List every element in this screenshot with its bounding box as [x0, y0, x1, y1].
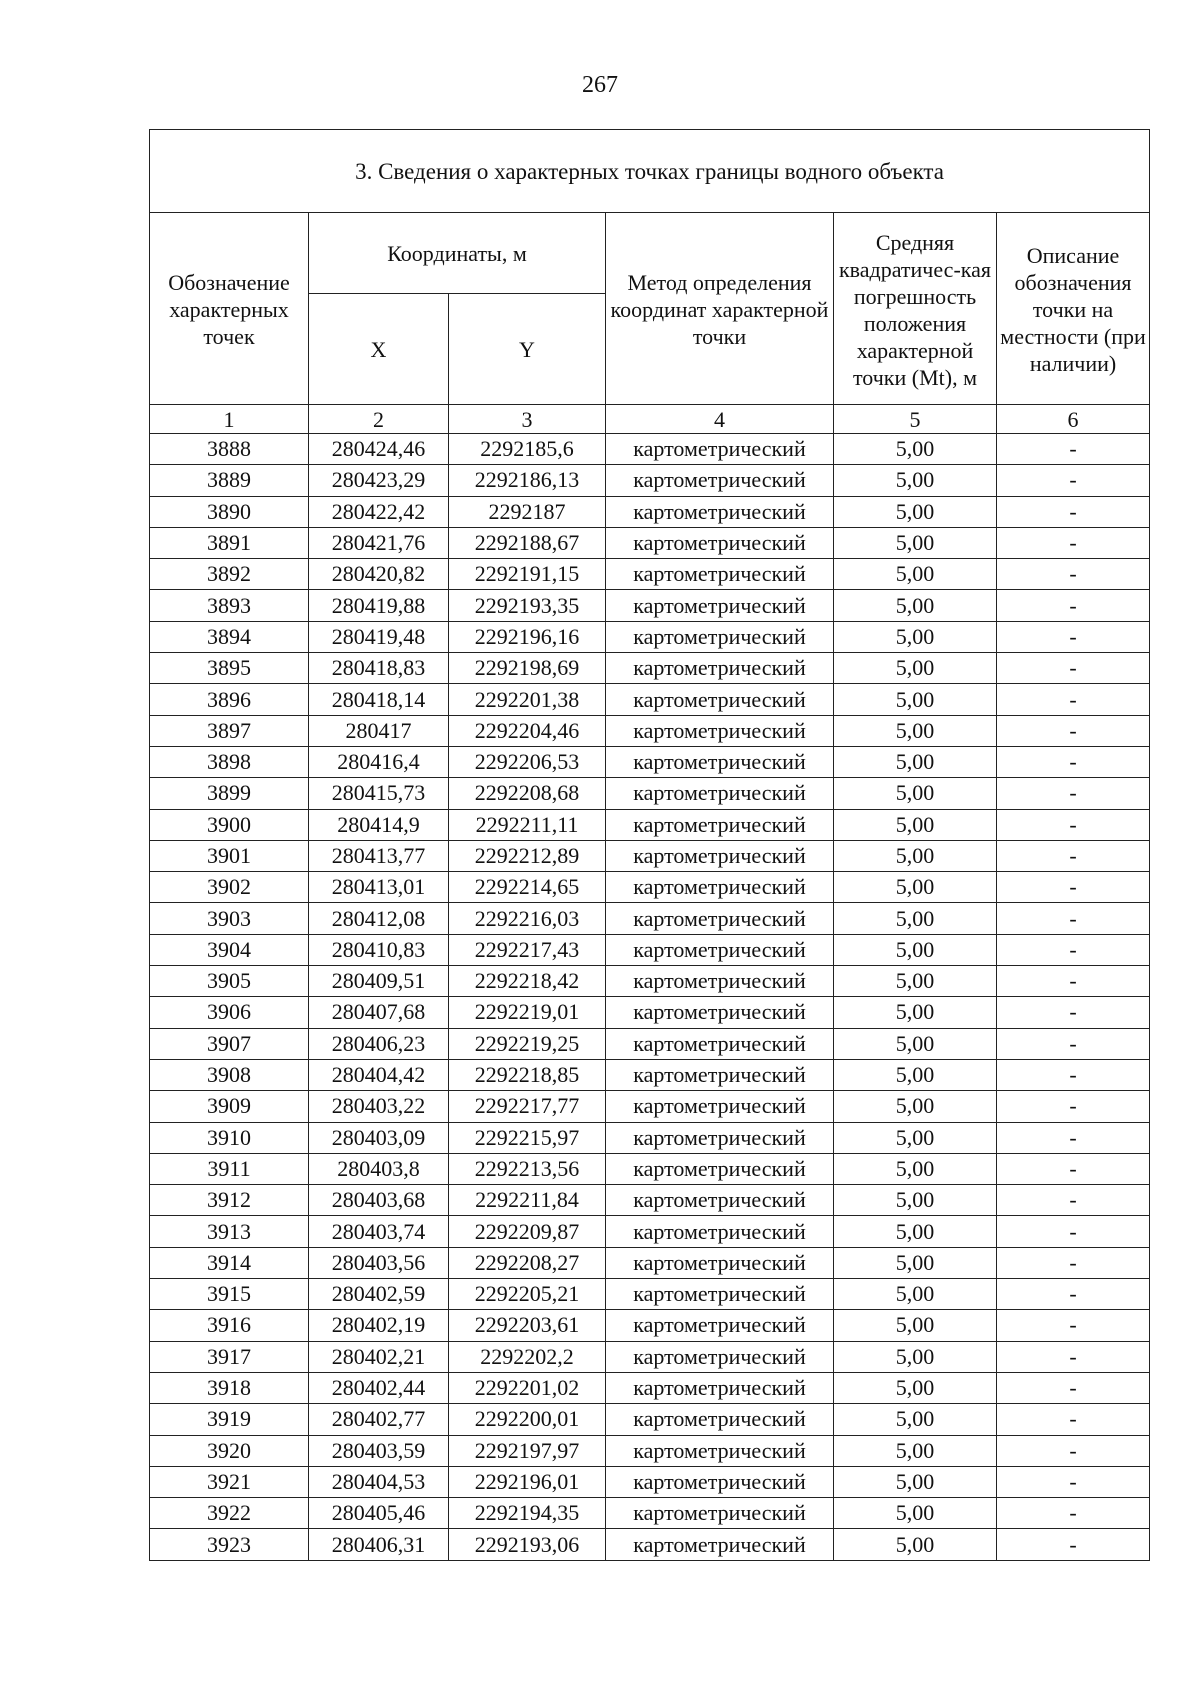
cell-method: картометрический: [606, 778, 834, 809]
cell-method: картометрический: [606, 1529, 834, 1560]
cell-method: картометрический: [606, 653, 834, 684]
cell-coord-y: 2292201,02: [449, 1372, 606, 1403]
cell-coord-y: 2292209,87: [449, 1216, 606, 1247]
cell-coord-y: 2292213,56: [449, 1153, 606, 1184]
cell-point-id: 3920: [150, 1435, 309, 1466]
cell-point-id: 3918: [150, 1372, 309, 1403]
column-number: 3: [449, 405, 606, 434]
table-row: [150, 1310, 1150, 1341]
cell-method: картометрический: [606, 621, 834, 652]
cell-description: -: [997, 840, 1150, 871]
cell-description: -: [997, 1466, 1150, 1497]
cell-coord-x: 280412,08: [309, 903, 449, 934]
table-row: [150, 778, 1150, 809]
table-row: [150, 684, 1150, 715]
cell-description: -: [997, 465, 1150, 496]
cell-point-id: 3902: [150, 872, 309, 903]
cell-description: -: [997, 778, 1150, 809]
cell-point-id: 3911: [150, 1153, 309, 1184]
cell-coord-x: 280413,01: [309, 872, 449, 903]
cell-accuracy: 5,00: [834, 809, 997, 840]
table-row: [150, 1059, 1150, 1090]
cell-description: -: [997, 966, 1150, 997]
table-row: [150, 1279, 1150, 1310]
cell-accuracy: 5,00: [834, 465, 997, 496]
cell-description: -: [997, 997, 1150, 1028]
cell-accuracy: 5,00: [834, 1310, 997, 1341]
cell-coord-x: 280418,83: [309, 653, 449, 684]
cell-coord-y: 2292211,84: [449, 1185, 606, 1216]
cell-description: -: [997, 1185, 1150, 1216]
cell-point-id: 3905: [150, 966, 309, 997]
cell-description: -: [997, 1310, 1150, 1341]
cell-description: -: [997, 1529, 1150, 1560]
cell-coord-y: 2292216,03: [449, 903, 606, 934]
cell-accuracy: 5,00: [834, 1341, 997, 1372]
cell-accuracy: 5,00: [834, 1279, 997, 1310]
cell-description: -: [997, 715, 1150, 746]
cell-accuracy: 5,00: [834, 715, 997, 746]
cell-point-id: 3922: [150, 1498, 309, 1529]
cell-description: -: [997, 809, 1150, 840]
cell-coord-y: 2292218,42: [449, 966, 606, 997]
cell-accuracy: 5,00: [834, 1247, 997, 1278]
cell-accuracy: 5,00: [834, 653, 997, 684]
cell-coord-x: 280406,23: [309, 1028, 449, 1059]
cell-accuracy: 5,00: [834, 840, 997, 871]
table-row: [150, 621, 1150, 652]
header-point-designation: Обозначение характерных точек: [150, 213, 309, 405]
cell-point-id: 3890: [150, 496, 309, 527]
cell-accuracy: 5,00: [834, 934, 997, 965]
cell-point-id: 3901: [150, 840, 309, 871]
cell-description: -: [997, 1279, 1150, 1310]
cell-accuracy: 5,00: [834, 1372, 997, 1403]
header-y: Y: [449, 294, 606, 405]
cell-method: картометрический: [606, 1279, 834, 1310]
cell-coord-y: 2292217,77: [449, 1091, 606, 1122]
header-x: X: [309, 294, 449, 405]
cell-accuracy: 5,00: [834, 997, 997, 1028]
cell-coord-x: 280403,74: [309, 1216, 449, 1247]
boundary-points-table: [149, 129, 1150, 1561]
table-row: [150, 559, 1150, 590]
cell-coord-y: 2292197,97: [449, 1435, 606, 1466]
header-coordinates: Координаты, м: [309, 213, 606, 294]
cell-method: картометрический: [606, 715, 834, 746]
cell-coord-x: 280403,68: [309, 1185, 449, 1216]
cell-coord-x: 280405,46: [309, 1498, 449, 1529]
cell-coord-y: 2292208,27: [449, 1247, 606, 1278]
cell-accuracy: 5,00: [834, 1216, 997, 1247]
table-row: [150, 496, 1150, 527]
cell-description: -: [997, 590, 1150, 621]
cell-accuracy: 5,00: [834, 496, 997, 527]
cell-coord-y: 2292204,46: [449, 715, 606, 746]
cell-accuracy: 5,00: [834, 1059, 997, 1090]
table-row: [150, 590, 1150, 621]
cell-description: -: [997, 1372, 1150, 1403]
table-row: [150, 1498, 1150, 1529]
cell-accuracy: 5,00: [834, 527, 997, 558]
table-row: [150, 653, 1150, 684]
cell-accuracy: 5,00: [834, 1498, 997, 1529]
cell-coord-x: 280403,09: [309, 1122, 449, 1153]
cell-description: -: [997, 1404, 1150, 1435]
cell-method: картометрический: [606, 465, 834, 496]
cell-coord-y: 2292186,13: [449, 465, 606, 496]
cell-method: картометрический: [606, 527, 834, 558]
cell-accuracy: 5,00: [834, 872, 997, 903]
cell-description: -: [997, 1028, 1150, 1059]
cell-accuracy: 5,00: [834, 746, 997, 777]
cell-point-id: 3895: [150, 653, 309, 684]
table-row: [150, 1153, 1150, 1184]
cell-coord-y: 2292193,06: [449, 1529, 606, 1560]
cell-method: картометрический: [606, 997, 834, 1028]
column-number: 2: [309, 405, 449, 434]
cell-coord-x: 280404,53: [309, 1466, 449, 1497]
table-row: [150, 997, 1150, 1028]
cell-coord-x: 280403,8: [309, 1153, 449, 1184]
cell-accuracy: 5,00: [834, 1529, 997, 1560]
cell-method: картометрический: [606, 872, 834, 903]
cell-accuracy: 5,00: [834, 621, 997, 652]
table-row: [150, 465, 1150, 496]
cell-point-id: 3921: [150, 1466, 309, 1497]
column-number: 5: [834, 405, 997, 434]
cell-coord-x: 280418,14: [309, 684, 449, 715]
table-row: [150, 903, 1150, 934]
table-row: [150, 966, 1150, 997]
cell-point-id: 3923: [150, 1529, 309, 1560]
cell-coord-x: 280403,56: [309, 1247, 449, 1278]
cell-method: картометрический: [606, 590, 834, 621]
cell-point-id: 3908: [150, 1059, 309, 1090]
page-number: 267: [582, 72, 618, 98]
cell-description: -: [997, 1122, 1150, 1153]
cell-accuracy: 5,00: [834, 559, 997, 590]
cell-point-id: 3897: [150, 715, 309, 746]
cell-coord-y: 2292212,89: [449, 840, 606, 871]
cell-method: картометрический: [606, 434, 834, 465]
cell-accuracy: 5,00: [834, 1185, 997, 1216]
cell-method: картометрический: [606, 684, 834, 715]
cell-method: картометрический: [606, 1247, 834, 1278]
table-row: [150, 1028, 1150, 1059]
header-description: Описание обозначения точки на местности (при наличии): [997, 213, 1150, 405]
cell-accuracy: 5,00: [834, 903, 997, 934]
table-row: [150, 1435, 1150, 1466]
cell-description: -: [997, 434, 1150, 465]
cell-accuracy: 5,00: [834, 1122, 997, 1153]
cell-method: картометрический: [606, 1122, 834, 1153]
cell-coord-x: 280421,76: [309, 527, 449, 558]
cell-accuracy: 5,00: [834, 1091, 997, 1122]
cell-point-id: 3903: [150, 903, 309, 934]
cell-point-id: 3919: [150, 1404, 309, 1435]
cell-method: картометрический: [606, 1059, 834, 1090]
table-row: [150, 934, 1150, 965]
cell-coord-x: 280410,83: [309, 934, 449, 965]
cell-point-id: 3899: [150, 778, 309, 809]
cell-description: -: [997, 496, 1150, 527]
cell-method: картометрический: [606, 1466, 834, 1497]
cell-coord-y: 2292185,6: [449, 434, 606, 465]
header-accuracy: Средняя квадратичес-кая погрешность положения характерной точки (Mt), м: [834, 213, 997, 405]
table-row: [150, 527, 1150, 558]
cell-coord-x: 280404,42: [309, 1059, 449, 1090]
cell-coord-y: 2292198,69: [449, 653, 606, 684]
cell-method: картометрический: [606, 966, 834, 997]
cell-coord-y: 2292205,21: [449, 1279, 606, 1310]
cell-coord-y: 2292211,11: [449, 809, 606, 840]
cell-method: картометрический: [606, 903, 834, 934]
cell-description: -: [997, 1341, 1150, 1372]
cell-description: -: [997, 903, 1150, 934]
cell-method: картометрический: [606, 1498, 834, 1529]
cell-point-id: 3891: [150, 527, 309, 558]
cell-coord-x: 280415,73: [309, 778, 449, 809]
cell-accuracy: 5,00: [834, 590, 997, 621]
header-method: Метод определения координат характерной точки: [606, 213, 834, 405]
cell-coord-x: 280402,19: [309, 1310, 449, 1341]
table-row: [150, 1404, 1150, 1435]
cell-point-id: 3900: [150, 809, 309, 840]
table-row: [150, 715, 1150, 746]
table-row: [150, 1341, 1150, 1372]
cell-coord-x: 280403,22: [309, 1091, 449, 1122]
cell-method: картометрический: [606, 1372, 834, 1403]
cell-accuracy: 5,00: [834, 778, 997, 809]
table-row: [150, 1247, 1150, 1278]
cell-point-id: 3896: [150, 684, 309, 715]
cell-method: картометрический: [606, 934, 834, 965]
cell-method: картометрический: [606, 746, 834, 777]
cell-coord-x: 280413,77: [309, 840, 449, 871]
table-row: [150, 872, 1150, 903]
cell-point-id: 3888: [150, 434, 309, 465]
table-row: [150, 1466, 1150, 1497]
cell-accuracy: 5,00: [834, 1028, 997, 1059]
cell-coord-y: 2292200,01: [449, 1404, 606, 1435]
cell-description: -: [997, 559, 1150, 590]
table-row: [150, 746, 1150, 777]
table-row: [150, 840, 1150, 871]
cell-coord-y: 2292219,01: [449, 997, 606, 1028]
cell-point-id: 3906: [150, 997, 309, 1028]
cell-coord-y: 2292215,97: [449, 1122, 606, 1153]
cell-accuracy: 5,00: [834, 434, 997, 465]
cell-coord-y: 2292193,35: [449, 590, 606, 621]
cell-coord-y: 2292202,2: [449, 1341, 606, 1372]
cell-coord-y: 2292201,38: [449, 684, 606, 715]
cell-method: картометрический: [606, 1216, 834, 1247]
cell-description: -: [997, 1216, 1150, 1247]
cell-point-id: 3893: [150, 590, 309, 621]
cell-point-id: 3916: [150, 1310, 309, 1341]
cell-accuracy: 5,00: [834, 684, 997, 715]
cell-point-id: 3914: [150, 1247, 309, 1278]
cell-accuracy: 5,00: [834, 1466, 997, 1497]
cell-description: -: [997, 527, 1150, 558]
cell-coord-x: 280419,48: [309, 621, 449, 652]
cell-coord-y: 2292217,43: [449, 934, 606, 965]
cell-coord-y: 2292208,68: [449, 778, 606, 809]
cell-method: картометрический: [606, 1341, 834, 1372]
column-numbers-row: [150, 405, 1150, 434]
cell-point-id: 3915: [150, 1279, 309, 1310]
cell-point-id: 3909: [150, 1091, 309, 1122]
cell-coord-x: 280409,51: [309, 966, 449, 997]
cell-method: картометрический: [606, 1404, 834, 1435]
cell-description: -: [997, 621, 1150, 652]
cell-coord-y: 2292196,16: [449, 621, 606, 652]
cell-coord-y: 2292203,61: [449, 1310, 606, 1341]
section-title: 3. Сведения о характерных точках границы водного объекта: [150, 130, 1150, 213]
cell-coord-x: 280407,68: [309, 997, 449, 1028]
cell-coord-x: 280419,88: [309, 590, 449, 621]
cell-accuracy: 5,00: [834, 966, 997, 997]
cell-point-id: 3892: [150, 559, 309, 590]
cell-coord-y: 2292196,01: [449, 1466, 606, 1497]
table-row: [150, 1185, 1150, 1216]
table-body: [150, 434, 1150, 1561]
cell-coord-x: 280402,77: [309, 1404, 449, 1435]
cell-method: картометрический: [606, 559, 834, 590]
cell-method: картометрический: [606, 840, 834, 871]
column-number: 6: [997, 405, 1150, 434]
cell-coord-y: 2292218,85: [449, 1059, 606, 1090]
cell-description: -: [997, 1247, 1150, 1278]
cell-coord-x: 280417: [309, 715, 449, 746]
table-row: [150, 1122, 1150, 1153]
cell-coord-x: 280422,42: [309, 496, 449, 527]
cell-description: -: [997, 1498, 1150, 1529]
cell-coord-y: 2292188,67: [449, 527, 606, 558]
cell-point-id: 3898: [150, 746, 309, 777]
cell-accuracy: 5,00: [834, 1404, 997, 1435]
column-number: 1: [150, 405, 309, 434]
cell-coord-y: 2292191,15: [449, 559, 606, 590]
table-row: [150, 1091, 1150, 1122]
cell-method: картометрический: [606, 1153, 834, 1184]
table-row: [150, 434, 1150, 465]
cell-accuracy: 5,00: [834, 1435, 997, 1466]
cell-coord-y: 2292187: [449, 496, 606, 527]
table-row: [150, 1529, 1150, 1560]
cell-coord-y: 2292194,35: [449, 1498, 606, 1529]
cell-point-id: 3907: [150, 1028, 309, 1059]
cell-method: картометрический: [606, 496, 834, 527]
column-number: 4: [606, 405, 834, 434]
table-row: [150, 1372, 1150, 1403]
cell-coord-x: 280406,31: [309, 1529, 449, 1560]
cell-coord-x: 280416,4: [309, 746, 449, 777]
cell-method: картометрический: [606, 1310, 834, 1341]
cell-coord-x: 280403,59: [309, 1435, 449, 1466]
cell-description: -: [997, 684, 1150, 715]
cell-coord-y: 2292206,53: [449, 746, 606, 777]
cell-coord-x: 280420,82: [309, 559, 449, 590]
cell-accuracy: 5,00: [834, 1153, 997, 1184]
cell-method: картометрический: [606, 1028, 834, 1059]
cell-method: картометрический: [606, 1091, 834, 1122]
cell-description: -: [997, 1091, 1150, 1122]
cell-point-id: 3910: [150, 1122, 309, 1153]
cell-point-id: 3917: [150, 1341, 309, 1372]
cell-coord-x: 280423,29: [309, 465, 449, 496]
cell-point-id: 3913: [150, 1216, 309, 1247]
cell-description: -: [997, 746, 1150, 777]
cell-point-id: 3904: [150, 934, 309, 965]
cell-coord-x: 280402,59: [309, 1279, 449, 1310]
table-row: [150, 1216, 1150, 1247]
cell-coord-x: 280402,44: [309, 1372, 449, 1403]
cell-description: -: [997, 934, 1150, 965]
cell-point-id: 3912: [150, 1185, 309, 1216]
cell-coord-x: 280402,21: [309, 1341, 449, 1372]
cell-method: картометрический: [606, 1185, 834, 1216]
cell-description: -: [997, 1435, 1150, 1466]
cell-point-id: 3894: [150, 621, 309, 652]
cell-description: -: [997, 872, 1150, 903]
cell-description: -: [997, 1059, 1150, 1090]
table-row: [150, 809, 1150, 840]
cell-description: -: [997, 653, 1150, 684]
cell-coord-y: 2292219,25: [449, 1028, 606, 1059]
cell-description: -: [997, 1153, 1150, 1184]
cell-coord-x: 280414,9: [309, 809, 449, 840]
cell-method: картометрический: [606, 809, 834, 840]
cell-coord-y: 2292214,65: [449, 872, 606, 903]
cell-method: картометрический: [606, 1435, 834, 1466]
cell-point-id: 3889: [150, 465, 309, 496]
cell-coord-x: 280424,46: [309, 434, 449, 465]
